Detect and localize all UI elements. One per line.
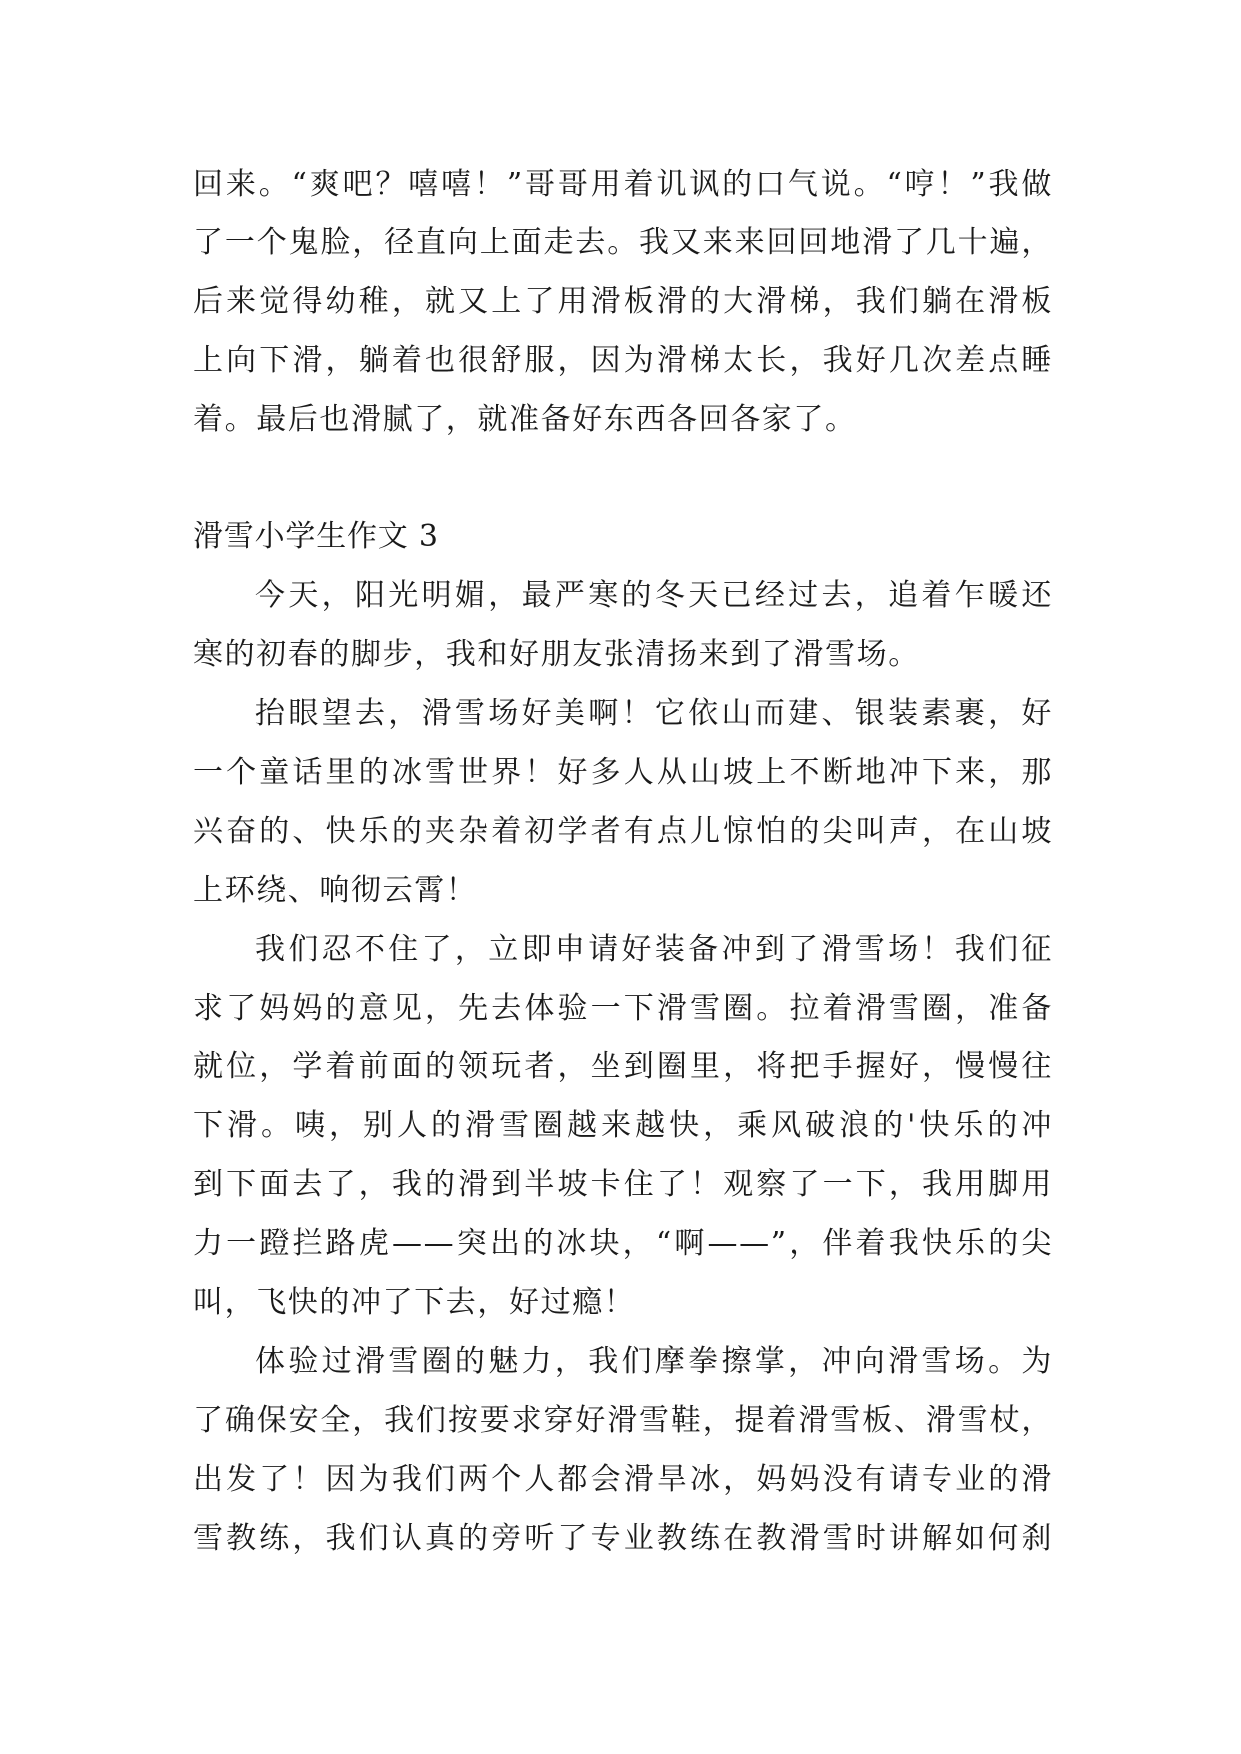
text-line: 了一个鬼脸，径直向上面走去。我又来来回回地滑了几十遍， (193, 225, 1053, 260)
text-line: 到下面去了，我的滑到半坡卡住了！观察了一下，我用脚用 (193, 1167, 1053, 1202)
paragraph-first-line: 我们忍不住了，立即申请好装备冲到了滑雪场！我们征 (255, 932, 1053, 967)
text-line: 寒的初春的脚步，我和好朋友张清扬来到了滑雪场。 (193, 637, 920, 672)
paragraph-first-line: 今天，阳光明媚，最严寒的冬天已经过去，追着乍暖还 (255, 578, 1053, 613)
text-line: 雪教练，我们认真的旁听了专业教练在教滑雪时讲解如何刹 (193, 1521, 1053, 1556)
paragraph-first-line: 抬眼望去，滑雪场好美啊！它依山而建、银装素裹，好 (255, 696, 1053, 731)
text-line: 求了妈妈的意见，先去体验一下滑雪圈。拉着滑雪圈，准备 (193, 991, 1053, 1026)
text-line: 上环绕、响彻云霄！ (193, 873, 478, 908)
section-heading: 滑雪小学生作文 3 (193, 519, 439, 554)
text-line: 力一蹬拦路虎——突出的冰块，“啊——”，伴着我快乐的尖 (193, 1226, 1053, 1261)
text-line: 叫，飞快的冲了下去，好过瘾！ (193, 1285, 636, 1320)
text-line: 兴奋的、快乐的夹杂着初学者有点儿惊怕的尖叫声，在山坡 (193, 814, 1053, 849)
text-line: 上向下滑，躺着也很舒服，因为滑梯太长，我好几次差点睡 (193, 343, 1053, 378)
text-line: 下滑。咦，别人的滑雪圈越来越快，乘风破浪的'快乐的冲 (193, 1108, 1053, 1143)
text-line: 一个童话里的冰雪世界！好多人从山坡上不断地冲下来，那 (193, 755, 1053, 790)
text-line: 后来觉得幼稚，就又上了用滑板滑的大滑梯，我们躺在滑板 (193, 284, 1053, 319)
text-line: 回来。“爽吧？嘻嘻！”哥哥用着讥讽的口气说。“哼！”我做 (193, 167, 1053, 202)
paragraph-first-line: 体验过滑雪圈的魅力，我们摩拳擦掌，冲向滑雪场。为 (255, 1344, 1053, 1379)
text-line: 着。最后也滑腻了，就准备好东西各回各家了。 (193, 402, 857, 437)
text-line: 了确保安全，我们按要求穿好滑雪鞋，提着滑雪板、滑雪杖， (193, 1403, 1053, 1438)
text-line: 就位，学着前面的领玩者，坐到圈里，将把手握好，慢慢往 (193, 1049, 1053, 1084)
text-line: 出发了！因为我们两个人都会滑旱冰，妈妈没有请专业的滑 (193, 1462, 1053, 1497)
